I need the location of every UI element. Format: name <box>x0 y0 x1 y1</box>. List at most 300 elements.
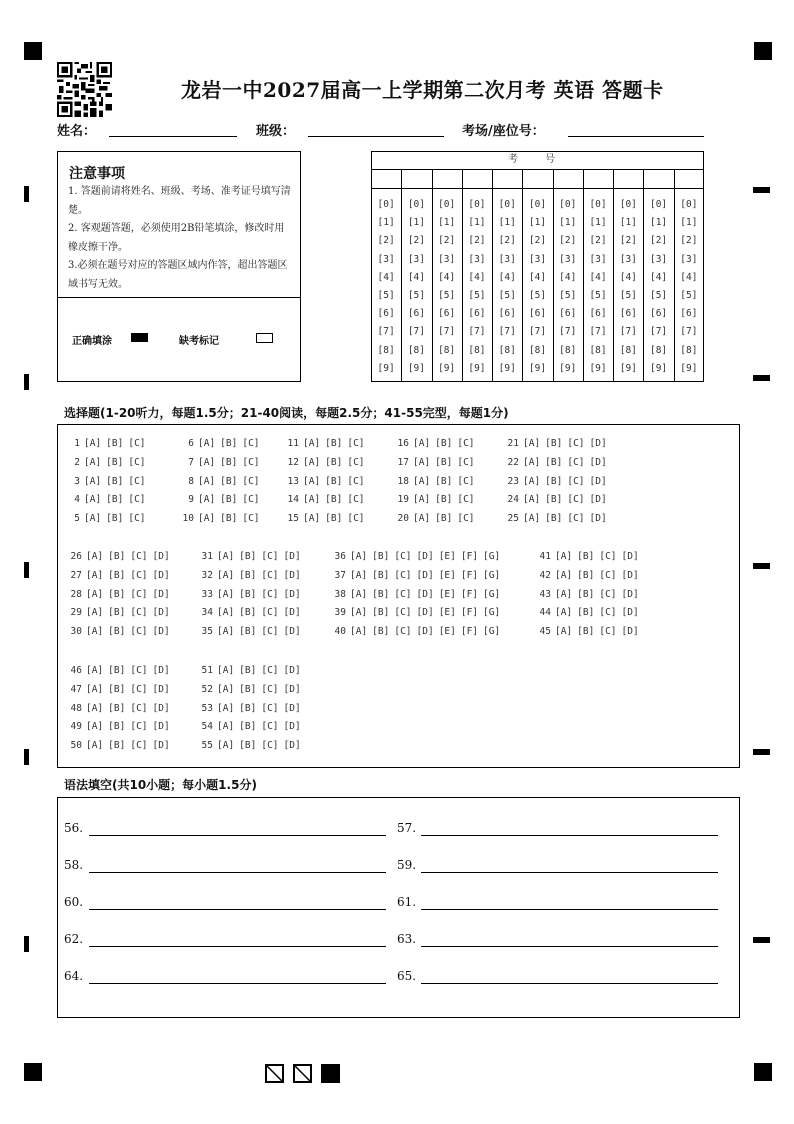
answer-bubble[interactable]: [C] <box>457 438 475 449</box>
answer-bubble[interactable]: [E] <box>438 607 456 619</box>
answer-bubble[interactable]: [B] <box>577 569 595 581</box>
answer-bubble[interactable]: [D] <box>283 702 301 714</box>
exam-digit-bubble[interactable]: [9] <box>649 362 668 374</box>
answer-bubble[interactable]: [C] <box>242 513 260 525</box>
answer-bubble[interactable]: [C] <box>130 551 148 562</box>
answer-bubble[interactable]: [F] <box>460 626 479 638</box>
grammar-answer-line[interactable] <box>421 983 718 984</box>
exam-digit-bubble[interactable]: [9] <box>559 362 577 374</box>
answer-bubble[interactable]: [A] <box>555 588 573 600</box>
answer-bubble[interactable]: [C] <box>567 438 585 449</box>
answer-bubble[interactable]: [A] <box>86 626 104 638</box>
answer-bubble[interactable]: [C] <box>128 494 146 506</box>
exam-digit-bubble[interactable]: [5] <box>680 290 698 301</box>
answer-bubble[interactable]: [A] <box>217 721 235 733</box>
answer-bubble[interactable]: [A] <box>350 588 368 600</box>
exam-digit-bubble[interactable]: [3] <box>528 253 547 265</box>
answer-bubble[interactable]: [B] <box>577 551 595 562</box>
grammar-answer-line[interactable] <box>89 983 386 984</box>
answer-bubble[interactable]: [C] <box>567 475 585 487</box>
answer-bubble[interactable]: [B] <box>220 475 238 487</box>
answer-bubble[interactable]: [D] <box>621 551 639 562</box>
answer-bubble[interactable]: [A] <box>350 626 368 638</box>
exam-digit-bubble[interactable]: [9] <box>680 362 698 374</box>
answer-bubble[interactable]: [D] <box>152 569 170 581</box>
exam-digit-bubble[interactable]: [1] <box>649 217 668 229</box>
exam-digit-bubble[interactable]: [2] <box>528 235 547 247</box>
answer-bubble[interactable]: [A] <box>303 513 321 525</box>
answer-bubble[interactable]: [A] <box>413 494 431 506</box>
exam-digit-bubble[interactable]: [2] <box>619 235 637 247</box>
exam-digit-bubble[interactable]: [0] <box>649 199 668 210</box>
exam-digit-bubble[interactable]: [0] <box>589 199 607 210</box>
exam-digit-bubble[interactable]: [7] <box>619 326 637 338</box>
answer-bubble[interactable]: [D] <box>589 513 607 525</box>
exam-digit-bubble[interactable]: [1] <box>589 217 607 229</box>
answer-bubble[interactable]: [B] <box>108 607 126 619</box>
exam-digit-bubble[interactable]: [1] <box>619 217 637 229</box>
grammar-answer-line[interactable] <box>89 909 386 910</box>
answer-bubble[interactable]: [B] <box>435 438 453 449</box>
exam-digit-bubble[interactable]: [5] <box>498 290 516 301</box>
exam-digit-bubble[interactable]: [3] <box>680 253 698 265</box>
grammar-answer-line[interactable] <box>421 835 718 836</box>
answer-bubble[interactable]: [C] <box>599 626 617 638</box>
answer-bubble[interactable]: [D] <box>589 456 607 468</box>
exam-digit-bubble[interactable]: [6] <box>468 308 486 320</box>
class-field[interactable] <box>308 136 444 137</box>
answer-bubble[interactable]: [B] <box>106 456 124 468</box>
exam-digit-bubble[interactable]: [7] <box>438 326 456 338</box>
answer-bubble[interactable]: [C] <box>261 551 279 562</box>
answer-bubble[interactable]: [C] <box>457 494 475 506</box>
answer-bubble[interactable]: [B] <box>435 513 453 525</box>
answer-bubble[interactable]: [A] <box>350 551 368 562</box>
answer-bubble[interactable]: [B] <box>106 475 124 487</box>
answer-bubble[interactable]: [A] <box>217 740 235 752</box>
answer-bubble[interactable]: [B] <box>106 438 124 449</box>
answer-bubble[interactable]: [A] <box>198 456 216 468</box>
answer-bubble[interactable]: [A] <box>523 475 541 487</box>
answer-bubble[interactable]: [B] <box>106 494 124 506</box>
answer-bubble[interactable]: [A] <box>84 475 102 487</box>
answer-bubble[interactable]: [C] <box>599 569 617 581</box>
exam-digit-bubble[interactable]: [6] <box>498 308 516 320</box>
answer-bubble[interactable]: [C] <box>599 551 617 562</box>
answer-bubble[interactable]: [F] <box>460 588 479 600</box>
answer-bubble[interactable]: [B] <box>239 721 257 733</box>
answer-bubble[interactable]: [A] <box>217 665 235 676</box>
answer-bubble[interactable]: [A] <box>84 494 102 506</box>
exam-digit-bubble[interactable]: [2] <box>589 235 607 247</box>
exam-digit-bubble[interactable]: [0] <box>468 199 486 210</box>
answer-bubble[interactable]: [C] <box>242 494 260 506</box>
exam-digit-bubble[interactable]: [8] <box>498 344 516 356</box>
exam-digit-bubble[interactable]: [7] <box>498 326 516 338</box>
exam-digit-bubble[interactable]: [5] <box>377 290 395 301</box>
seat-field[interactable] <box>568 136 704 137</box>
exam-digit-bubble[interactable]: [3] <box>407 253 425 265</box>
exam-digit-bubble[interactable]: [9] <box>377 362 395 374</box>
answer-bubble[interactable]: [B] <box>220 513 238 525</box>
exam-digit-bubble[interactable]: [1] <box>498 217 516 229</box>
answer-bubble[interactable]: [B] <box>545 513 563 525</box>
answer-bubble[interactable]: [B] <box>220 438 238 449</box>
exam-digit-bubble[interactable]: [4] <box>680 271 698 283</box>
exam-digit-bubble[interactable]: [6] <box>438 308 456 320</box>
answer-bubble[interactable]: [A] <box>555 607 573 619</box>
answer-bubble[interactable]: [C] <box>457 456 475 468</box>
answer-bubble[interactable]: [G] <box>483 607 501 619</box>
exam-digit-bubble[interactable]: [5] <box>438 290 456 301</box>
answer-bubble[interactable]: [C] <box>599 607 617 619</box>
answer-bubble[interactable]: [A] <box>217 702 235 714</box>
exam-digit-bubble[interactable]: [2] <box>377 235 395 247</box>
answer-bubble[interactable]: [C] <box>567 494 585 506</box>
answer-bubble[interactable]: [D] <box>589 494 607 506</box>
answer-bubble[interactable]: [D] <box>283 683 301 695</box>
exam-digit-bubble[interactable]: [6] <box>559 308 577 320</box>
answer-bubble[interactable]: [D] <box>416 607 434 619</box>
answer-bubble[interactable]: [B] <box>108 665 126 676</box>
exam-digit-bubble[interactable]: [0] <box>680 199 698 210</box>
answer-bubble[interactable]: [D] <box>152 702 170 714</box>
answer-bubble[interactable]: [F] <box>460 607 479 619</box>
exam-digit-bubble[interactable]: [5] <box>559 290 577 301</box>
exam-digit-bubble[interactable]: [3] <box>649 253 668 265</box>
exam-digit-bubble[interactable]: [6] <box>649 308 668 320</box>
exam-digit-bubble[interactable]: [4] <box>528 271 547 283</box>
answer-bubble[interactable]: [A] <box>523 456 541 468</box>
answer-bubble[interactable]: [D] <box>152 607 170 619</box>
answer-bubble[interactable]: [B] <box>108 551 126 562</box>
answer-bubble[interactable]: [B] <box>239 740 257 752</box>
exam-digit-bubble[interactable]: [9] <box>619 362 637 374</box>
exam-digit-bubble[interactable]: [8] <box>407 344 425 356</box>
exam-digit-bubble[interactable]: [7] <box>377 326 395 338</box>
answer-bubble[interactable]: [D] <box>283 607 301 619</box>
answer-bubble[interactable]: [D] <box>416 626 434 638</box>
answer-bubble[interactable]: [D] <box>283 551 301 562</box>
answer-bubble[interactable]: [C] <box>130 588 148 600</box>
exam-digit-bubble[interactable]: [3] <box>377 253 395 265</box>
answer-bubble[interactable]: [B] <box>372 551 390 562</box>
answer-bubble[interactable]: [B] <box>108 740 126 752</box>
answer-bubble[interactable]: [B] <box>239 665 257 676</box>
answer-bubble[interactable]: [C] <box>242 475 260 487</box>
answer-bubble[interactable]: [B] <box>239 626 257 638</box>
answer-bubble[interactable]: [C] <box>261 683 279 695</box>
answer-bubble[interactable]: [B] <box>239 569 257 581</box>
exam-digit-bubble[interactable]: [8] <box>438 344 456 356</box>
answer-bubble[interactable]: [D] <box>152 721 170 733</box>
exam-digit-bubble[interactable]: [2] <box>498 235 516 247</box>
answer-bubble[interactable]: [B] <box>372 626 390 638</box>
answer-bubble[interactable]: [B] <box>108 569 126 581</box>
exam-digit-bubble[interactable]: [6] <box>619 308 637 320</box>
exam-digit-bubble[interactable]: [3] <box>498 253 516 265</box>
answer-bubble[interactable]: [D] <box>283 588 301 600</box>
grammar-answer-line[interactable] <box>89 872 386 873</box>
exam-digit-bubble[interactable]: [8] <box>468 344 486 356</box>
exam-digit-bubble[interactable]: [4] <box>589 271 607 283</box>
answer-bubble[interactable]: [D] <box>621 626 639 638</box>
exam-digit-bubble[interactable]: [8] <box>680 344 698 356</box>
answer-bubble[interactable]: [B] <box>108 626 126 638</box>
exam-digit-bubble[interactable]: [7] <box>528 326 547 338</box>
answer-bubble[interactable]: [F] <box>460 551 479 562</box>
answer-bubble[interactable]: [C] <box>130 626 148 638</box>
answer-bubble[interactable]: [B] <box>220 456 238 468</box>
answer-bubble[interactable]: [C] <box>130 607 148 619</box>
exam-digit-bubble[interactable]: [9] <box>407 362 425 374</box>
exam-digit-bubble[interactable]: [8] <box>589 344 607 356</box>
answer-bubble[interactable]: [C] <box>128 438 146 449</box>
exam-digit-bubble[interactable]: [6] <box>589 308 607 320</box>
exam-digit-bubble[interactable]: [3] <box>589 253 607 265</box>
grammar-answer-line[interactable] <box>421 946 718 947</box>
answer-bubble[interactable]: [C] <box>347 475 365 487</box>
exam-digit-bubble[interactable]: [1] <box>377 217 395 229</box>
answer-bubble[interactable]: [C] <box>128 456 146 468</box>
exam-digit-bubble[interactable]: [0] <box>528 199 547 210</box>
answer-bubble[interactable]: [C] <box>347 513 365 525</box>
answer-bubble[interactable]: [C] <box>261 607 279 619</box>
grammar-answer-line[interactable] <box>421 872 718 873</box>
answer-bubble[interactable]: [C] <box>394 607 412 619</box>
answer-bubble[interactable]: [A] <box>84 513 102 525</box>
answer-bubble[interactable]: [C] <box>128 513 146 525</box>
exam-digit-bubble[interactable]: [0] <box>498 199 516 210</box>
exam-digit-bubble[interactable]: [4] <box>377 271 395 283</box>
answer-bubble[interactable]: [C] <box>130 683 148 695</box>
answer-bubble[interactable]: [B] <box>239 588 257 600</box>
exam-digit-bubble[interactable]: [8] <box>649 344 668 356</box>
answer-bubble[interactable]: [C] <box>261 702 279 714</box>
exam-digit-bubble[interactable]: [5] <box>619 290 637 301</box>
answer-bubble[interactable]: [E] <box>438 569 456 581</box>
answer-bubble[interactable]: [E] <box>438 588 456 600</box>
answer-bubble[interactable]: [D] <box>152 588 170 600</box>
answer-bubble[interactable]: [B] <box>325 513 343 525</box>
exam-digit-bubble[interactable]: [2] <box>438 235 456 247</box>
answer-bubble[interactable]: [A] <box>217 588 235 600</box>
answer-bubble[interactable]: [D] <box>589 475 607 487</box>
answer-bubble[interactable]: [A] <box>555 626 573 638</box>
answer-bubble[interactable]: [D] <box>621 569 639 581</box>
answer-bubble[interactable]: [G] <box>483 569 501 581</box>
answer-bubble[interactable]: [B] <box>106 513 124 525</box>
answer-bubble[interactable]: [C] <box>347 438 365 449</box>
answer-bubble[interactable]: [C] <box>261 665 279 676</box>
answer-bubble[interactable]: [C] <box>567 456 585 468</box>
exam-digit-bubble[interactable]: [4] <box>649 271 668 283</box>
exam-digit-bubble[interactable]: [9] <box>498 362 516 374</box>
exam-digit-bubble[interactable]: [0] <box>407 199 425 210</box>
exam-digit-bubble[interactable]: [3] <box>559 253 577 265</box>
exam-digit-bubble[interactable]: [1] <box>468 217 486 229</box>
answer-bubble[interactable]: [C] <box>130 721 148 733</box>
answer-bubble[interactable]: [B] <box>108 702 126 714</box>
answer-bubble[interactable]: [D] <box>621 607 639 619</box>
answer-bubble[interactable]: [C] <box>394 551 412 562</box>
exam-digit-bubble[interactable]: [5] <box>649 290 668 301</box>
exam-digit-bubble[interactable]: [2] <box>649 235 668 247</box>
answer-bubble[interactable]: [B] <box>435 494 453 506</box>
answer-bubble[interactable]: [C] <box>457 475 475 487</box>
exam-digit-bubble[interactable]: [0] <box>619 199 637 210</box>
answer-bubble[interactable]: [C] <box>394 588 412 600</box>
answer-bubble[interactable]: [D] <box>416 588 434 600</box>
exam-digit-bubble[interactable]: [3] <box>438 253 456 265</box>
answer-bubble[interactable]: [A] <box>86 665 104 676</box>
answer-bubble[interactable]: [B] <box>577 588 595 600</box>
answer-bubble[interactable]: [A] <box>86 702 104 714</box>
exam-digit-bubble[interactable]: [1] <box>407 217 425 229</box>
answer-bubble[interactable]: [G] <box>483 588 501 600</box>
answer-bubble[interactable]: [D] <box>589 438 607 449</box>
answer-bubble[interactable]: [C] <box>130 569 148 581</box>
answer-bubble[interactable]: [F] <box>460 569 479 581</box>
answer-bubble[interactable]: [D] <box>621 588 639 600</box>
answer-bubble[interactable]: [D] <box>283 569 301 581</box>
answer-bubble[interactable]: [D] <box>152 665 170 676</box>
answer-bubble[interactable]: [C] <box>347 494 365 506</box>
exam-digit-bubble[interactable]: [4] <box>559 271 577 283</box>
exam-digit-bubble[interactable]: [1] <box>559 217 577 229</box>
answer-bubble[interactable]: [A] <box>555 551 573 562</box>
answer-bubble[interactable]: [C] <box>261 569 279 581</box>
answer-bubble[interactable]: [C] <box>130 665 148 676</box>
answer-bubble[interactable]: [B] <box>325 456 343 468</box>
answer-bubble[interactable]: [C] <box>394 569 412 581</box>
exam-digit-bubble[interactable]: [2] <box>680 235 698 247</box>
answer-bubble[interactable]: [A] <box>198 438 216 449</box>
answer-bubble[interactable]: [A] <box>217 569 235 581</box>
exam-digit-bubble[interactable]: [5] <box>407 290 425 301</box>
answer-bubble[interactable]: [E] <box>438 551 456 562</box>
exam-digit-bubble[interactable]: [5] <box>468 290 486 301</box>
answer-bubble[interactable]: [B] <box>325 494 343 506</box>
exam-digit-bubble[interactable]: [6] <box>407 308 425 320</box>
answer-bubble[interactable]: [B] <box>239 683 257 695</box>
exam-digit-bubble[interactable]: [2] <box>468 235 486 247</box>
exam-digit-bubble[interactable]: [8] <box>377 344 395 356</box>
answer-bubble[interactable]: [D] <box>416 569 434 581</box>
exam-digit-bubble[interactable]: [0] <box>377 199 395 210</box>
answer-bubble[interactable]: [B] <box>108 683 126 695</box>
answer-bubble[interactable]: [C] <box>394 626 412 638</box>
exam-digit-bubble[interactable]: [7] <box>559 326 577 338</box>
exam-digit-bubble[interactable]: [1] <box>680 217 698 229</box>
exam-digit-bubble[interactable]: [5] <box>528 290 547 301</box>
exam-digit-bubble[interactable]: [7] <box>468 326 486 338</box>
answer-bubble[interactable]: [B] <box>372 569 390 581</box>
answer-bubble[interactable]: [D] <box>283 626 301 638</box>
answer-bubble[interactable]: [A] <box>523 513 541 525</box>
absent-mark-checkbox[interactable] <box>256 333 273 343</box>
exam-digit-bubble[interactable]: [0] <box>438 199 456 210</box>
exam-digit-bubble[interactable]: [9] <box>528 362 547 374</box>
answer-bubble[interactable]: [D] <box>283 665 301 676</box>
answer-bubble[interactable]: [A] <box>86 607 104 619</box>
answer-bubble[interactable]: [B] <box>545 456 563 468</box>
exam-digit-bubble[interactable]: [8] <box>619 344 637 356</box>
exam-digit-bubble[interactable]: [8] <box>528 344 547 356</box>
exam-digit-bubble[interactable]: [4] <box>438 271 456 283</box>
answer-bubble[interactable]: [A] <box>217 551 235 562</box>
answer-bubble[interactable]: [B] <box>372 607 390 619</box>
exam-digit-bubble[interactable]: [8] <box>559 344 577 356</box>
exam-digit-bubble[interactable]: [7] <box>680 326 698 338</box>
exam-digit-bubble[interactable]: [5] <box>589 290 607 301</box>
answer-bubble[interactable]: [A] <box>86 683 104 695</box>
name-field[interactable] <box>109 136 237 137</box>
answer-bubble[interactable]: [C] <box>242 438 260 449</box>
answer-bubble[interactable]: [C] <box>130 702 148 714</box>
answer-bubble[interactable]: [A] <box>350 607 368 619</box>
answer-bubble[interactable]: [D] <box>416 551 434 562</box>
answer-bubble[interactable]: [A] <box>86 551 104 562</box>
answer-bubble[interactable]: [B] <box>220 494 238 506</box>
answer-bubble[interactable]: [A] <box>303 438 321 449</box>
answer-bubble[interactable]: [B] <box>545 475 563 487</box>
exam-digit-bubble[interactable]: [9] <box>468 362 486 374</box>
exam-digit-bubble[interactable]: [3] <box>468 253 486 265</box>
answer-bubble[interactable]: [C] <box>347 456 365 468</box>
answer-bubble[interactable]: [B] <box>325 475 343 487</box>
answer-bubble[interactable]: [B] <box>545 438 563 449</box>
answer-bubble[interactable]: [C] <box>261 740 279 752</box>
answer-bubble[interactable]: [A] <box>413 456 431 468</box>
answer-bubble[interactable]: [A] <box>86 569 104 581</box>
answer-bubble[interactable]: [A] <box>523 438 541 449</box>
exam-digit-bubble[interactable]: [1] <box>438 217 456 229</box>
answer-bubble[interactable]: [A] <box>217 626 235 638</box>
answer-bubble[interactable]: [C] <box>599 588 617 600</box>
answer-bubble[interactable]: [B] <box>325 438 343 449</box>
exam-digit-bubble[interactable]: [3] <box>619 253 637 265</box>
answer-bubble[interactable]: [A] <box>217 683 235 695</box>
answer-bubble[interactable]: [B] <box>577 626 595 638</box>
answer-bubble[interactable]: [B] <box>108 721 126 733</box>
answer-bubble[interactable]: [A] <box>413 513 431 525</box>
exam-digit-bubble[interactable]: [2] <box>407 235 425 247</box>
answer-bubble[interactable]: [A] <box>86 721 104 733</box>
answer-bubble[interactable]: [A] <box>84 456 102 468</box>
answer-bubble[interactable]: [B] <box>372 588 390 600</box>
exam-digit-bubble[interactable]: [0] <box>559 199 577 210</box>
answer-bubble[interactable]: [G] <box>483 626 501 638</box>
answer-bubble[interactable]: [A] <box>303 456 321 468</box>
answer-bubble[interactable]: [B] <box>239 551 257 562</box>
answer-bubble[interactable]: [D] <box>152 740 170 752</box>
answer-bubble[interactable]: [A] <box>198 513 216 525</box>
exam-digit-bubble[interactable]: [6] <box>377 308 395 320</box>
answer-bubble[interactable]: [D] <box>283 721 301 733</box>
answer-bubble[interactable]: [D] <box>152 683 170 695</box>
answer-bubble[interactable]: [B] <box>435 475 453 487</box>
answer-bubble[interactable]: [A] <box>350 569 368 581</box>
answer-bubble[interactable]: [G] <box>483 551 501 562</box>
answer-bubble[interactable]: [A] <box>303 494 321 506</box>
exam-digit-bubble[interactable]: [1] <box>528 217 547 229</box>
exam-digit-bubble[interactable]: [4] <box>498 271 516 283</box>
answer-bubble[interactable]: [B] <box>239 607 257 619</box>
grammar-answer-line[interactable] <box>421 909 718 910</box>
answer-bubble[interactable]: [B] <box>545 494 563 506</box>
answer-bubble[interactable]: [A] <box>217 607 235 619</box>
